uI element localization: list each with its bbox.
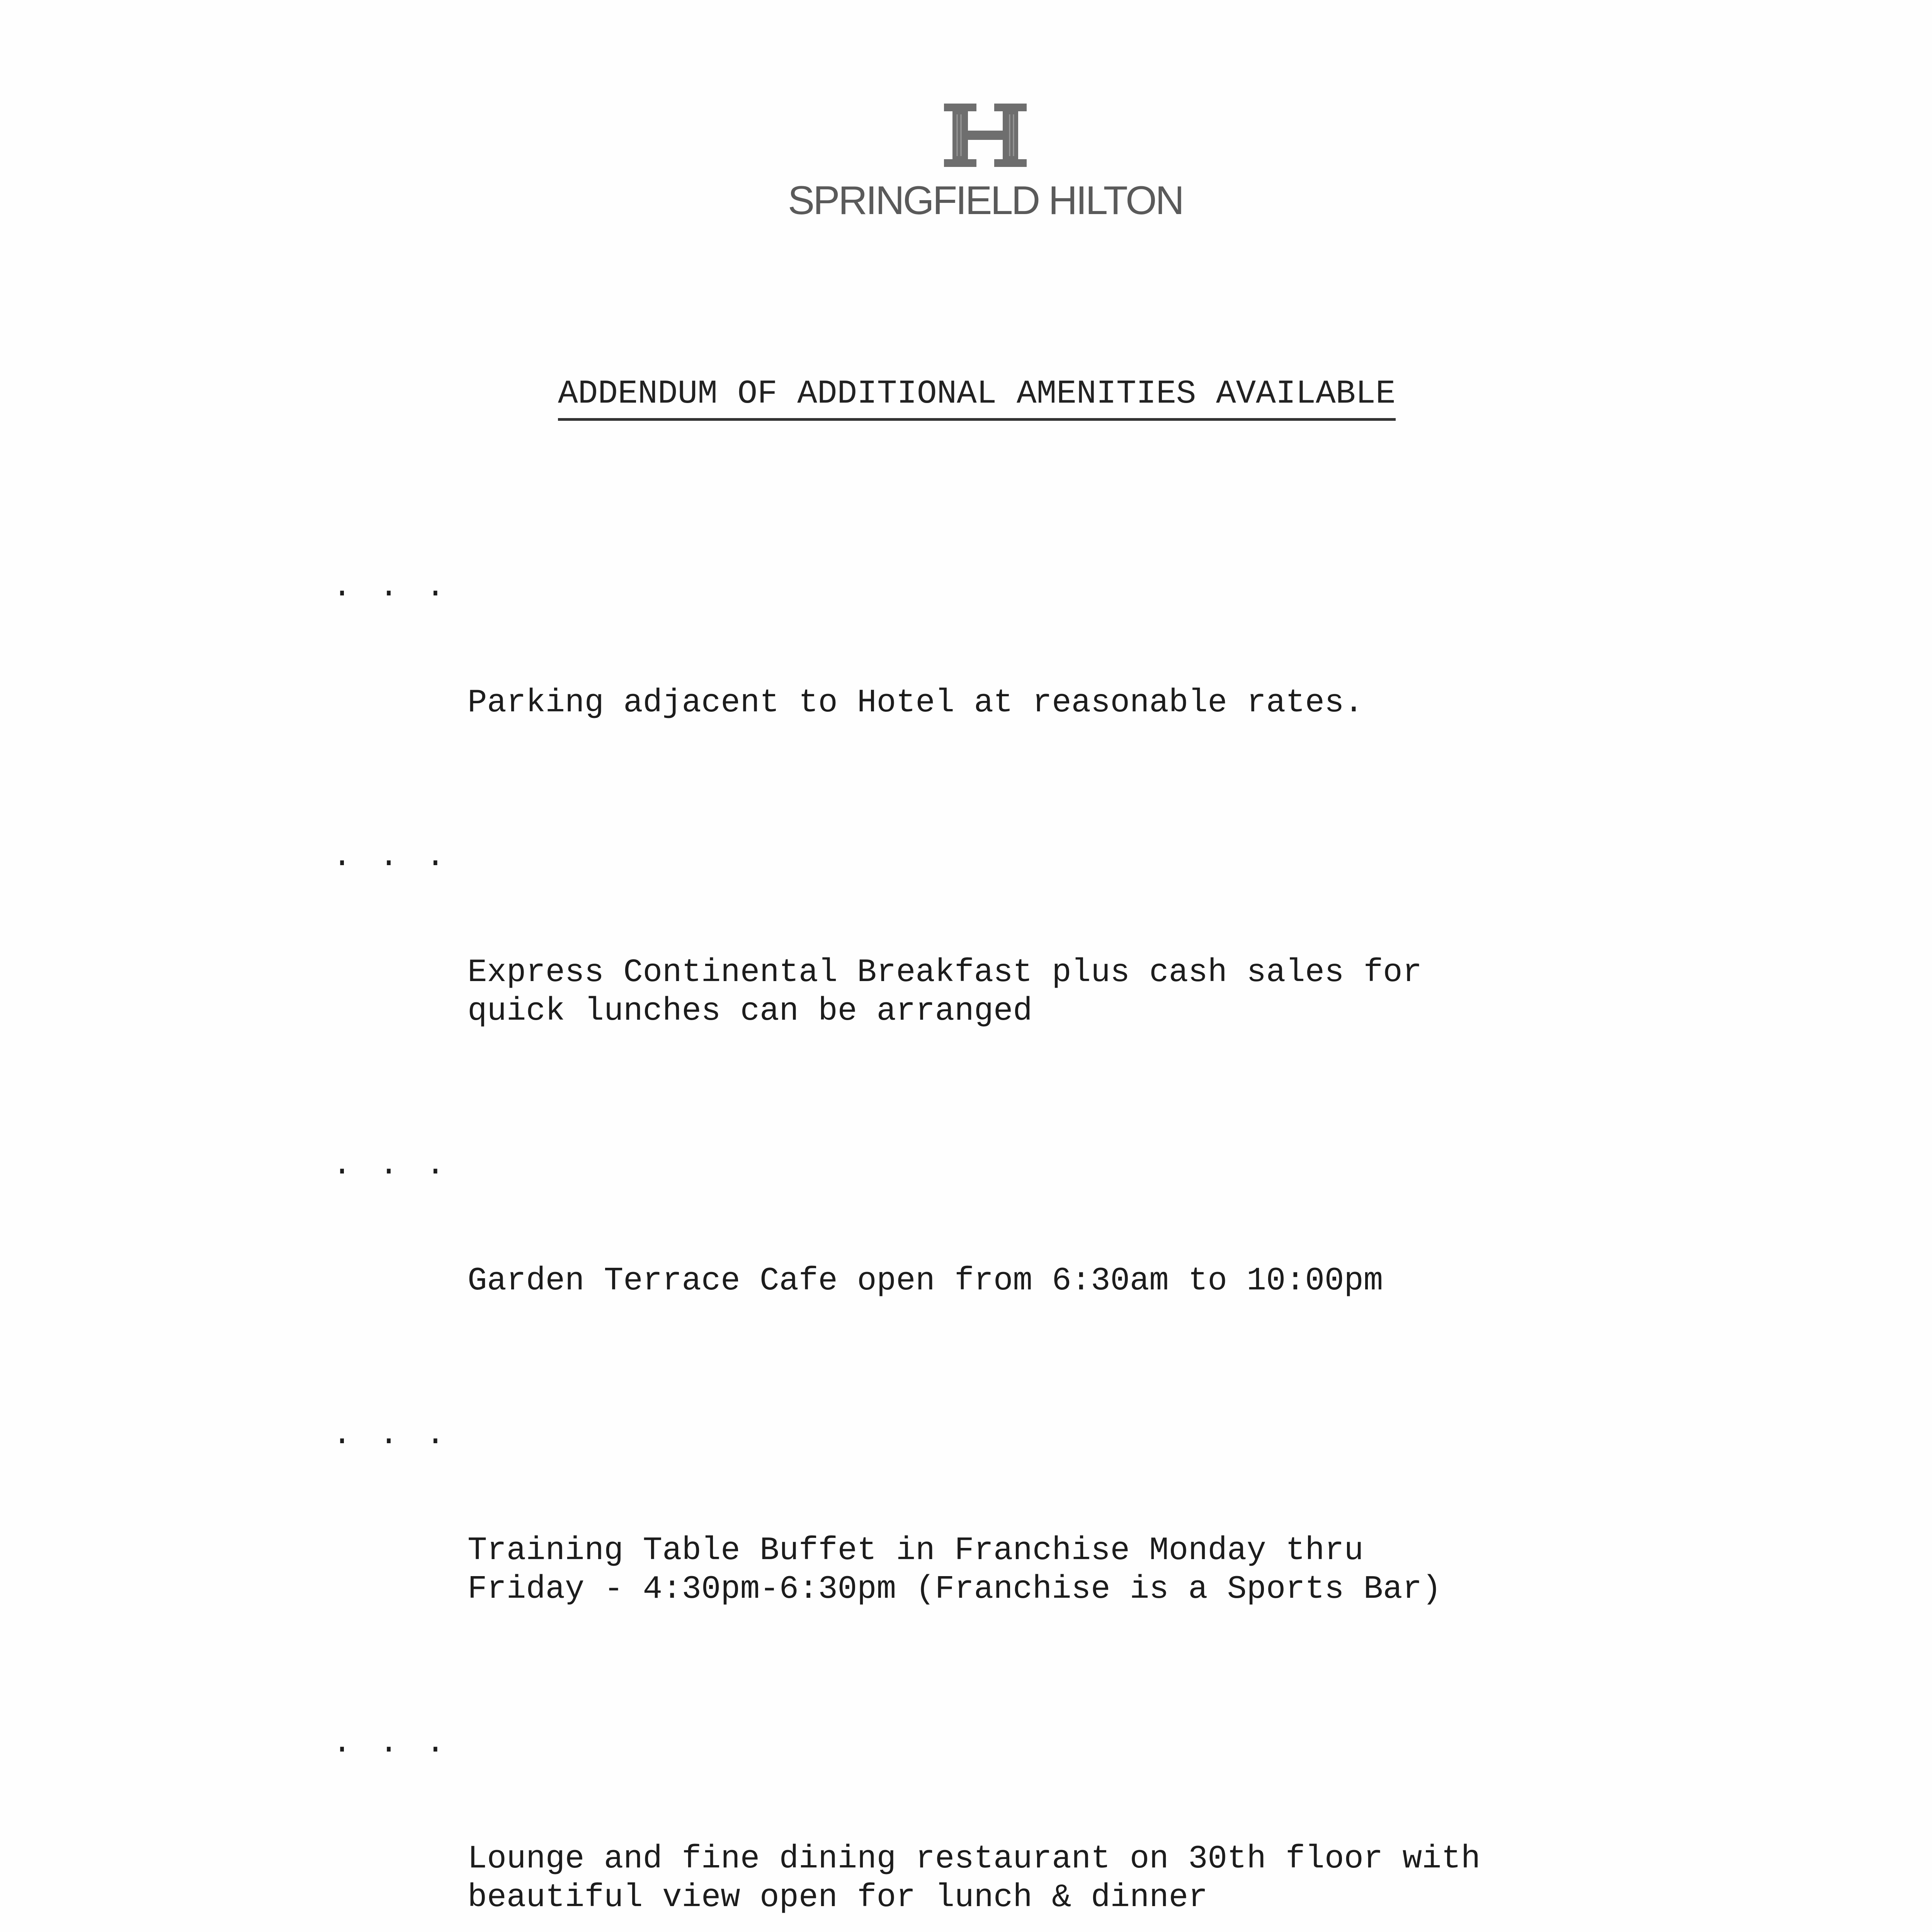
- amenity-text: Express Continental Breakfast plus cash sales for quick lunches can be arranged: [468, 954, 1422, 1030]
- amenities-list: [332, 568, 1597, 1932]
- letterhead: [0, 100, 1932, 224]
- amenity-text: Parking adjacent to Hotel at reasonable rates.: [468, 685, 1364, 721]
- amenity-text: Garden Terrace Cafe open from 6:30am to 10:00pm: [468, 1263, 1383, 1299]
- dot-leader: . . .: [332, 1147, 449, 1184]
- document-heading: ADDENDUM OF ADDITIONAL AMENITIES AVAILABLE: [558, 375, 1396, 421]
- list-item: [332, 568, 1597, 800]
- list-item: [332, 838, 1597, 1108]
- hotel-name: SPRINGFIELD HILTON: [787, 178, 1183, 223]
- list-item: [332, 1146, 1597, 1378]
- amenity-text: Training Table Buffet in Franchise Monday thru Friday - 4:30pm-6:30pm (Franchise is a Sports Bar): [468, 1532, 1442, 1608]
- list-item: [332, 1724, 1597, 1932]
- hilton-h-logo-icon: [941, 100, 1030, 170]
- dot-leader: . . .: [332, 569, 449, 605]
- dot-leader: . . .: [332, 838, 449, 875]
- dot-leader: . . .: [332, 1417, 449, 1453]
- amenity-text: Lounge and fine dining restaurant on 30th floor with beautiful view open for lunch & dinner: [468, 1841, 1481, 1916]
- dot-leader: . . .: [332, 1725, 449, 1762]
- list-item: [332, 1416, 1597, 1686]
